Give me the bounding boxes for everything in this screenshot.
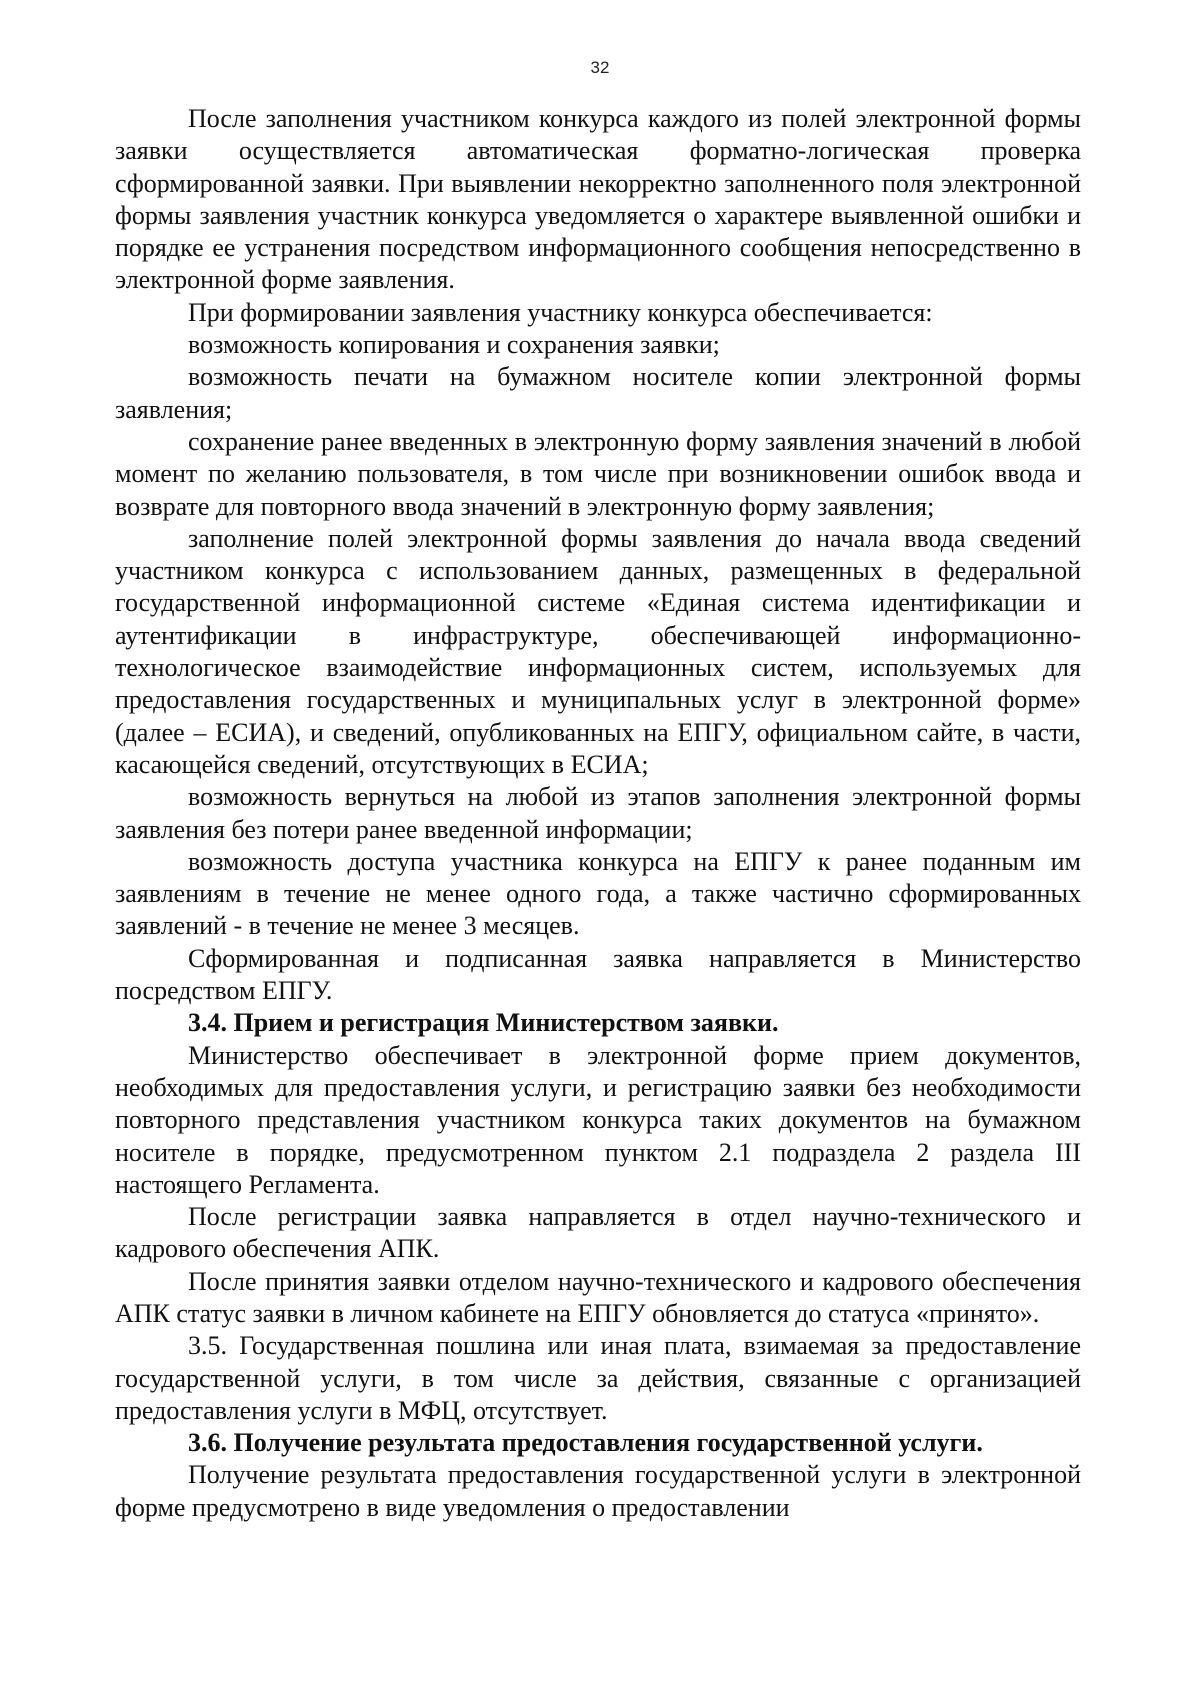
paragraph: После регистрации заявка направляется в отдел научно-технического и кадрового обеспечения АПК. bbox=[115, 1202, 1081, 1264]
section-heading: 3.6. Получение результата предоставления государственной услуги. bbox=[188, 1428, 983, 1458]
section-heading: 3.4. Прием и регистрация Министерством заявки. bbox=[188, 1008, 779, 1038]
paragraph: Сформированная и подписанная заявка направляется в Министерство посредством ЕПГУ. bbox=[115, 943, 1081, 1006]
page-number: 32 bbox=[590, 58, 610, 77]
paragraph: Получение результата предоставления государственной услуги в электронной форме предусмотрено в виде уведомления о предоставлении bbox=[115, 1460, 1081, 1522]
list-item: сохранение ранее введенных в электронную форму заявления значений в любой момент по желанию пользователя, в том числе при возникновении ошибок ввода и возврате для повторного ввода значений в электронную форму заявления; bbox=[115, 426, 1081, 521]
list-item: возможность копирования и сохранения заявки; bbox=[188, 330, 720, 360]
paragraph: При формировании заявления участнику конкурса обеспечивается: bbox=[188, 297, 933, 327]
list-item: возможность доступа участника конкурса на ЕПГУ к ранее поданным им заявлениям в течение не менее одного года, а также частично сформированных заявлений - в течение не менее 3 месяцев. bbox=[115, 846, 1081, 941]
paragraph: После принятия заявки отделом научно-технического и кадрового обеспечения АПК статус заявки в личном кабинете на ЕПГУ обновляется до статуса «принято». bbox=[115, 1266, 1081, 1328]
list-item: заполнение полей электронной формы заявления до начала ввода сведений участником конкурса с использованием данных, размещенных в федеральной государственной информационной системе «Единая система идентификации и аутентификации в инфраструктуре, обеспечивающей информационно-технологическое взаимодействие информационных систем, используемых для предоставления государственных и муниципальных услуг в электронной форме» (далее – ЕСИА), и сведений, опубликованных на ЕПГУ, официальном сайте, в части, касающейся сведений, отсутствующих в ЕСИА; bbox=[115, 523, 1081, 779]
paragraph: 3.5. Государственная пошлина или иная плата, взимаемая за предоставление государственной услуги, в том числе за действия, связанные с организацией предоставления услуги в МФЦ, отсутствует. bbox=[115, 1331, 1081, 1425]
paragraph: После заполнения участником конкурса каждого из полей электронной формы заявки осуществляется автоматическая форматно-логическая проверка сформированной заявки. При выявлении некорректно заполненного поля электронной формы заявления участник конкурса уведомляется о характере выявленной ошибки и порядке ее устранения посредством информационного сообщения непосредственно в электронной форме заявления. bbox=[115, 104, 1081, 295]
document-body bbox=[115, 103, 1081, 1524]
list-item: возможность печати на бумажном носителе копии электронной формы заявления; bbox=[115, 362, 1081, 424]
list-item: возможность вернуться на любой из этапов заполнения электронной формы заявления без потери ранее введенной информации; bbox=[115, 782, 1081, 844]
paragraph: Министерство обеспечивает в электронной форме прием документов, необходимых для предоставления услуги, и регистрацию заявки без необходимости повторного представления участником конкурса таких документов на бумажном носителе в порядке, предусмотренном пунктом 2.1 подраздела 2 раздела III настоящего Регламента. bbox=[115, 1040, 1081, 1199]
